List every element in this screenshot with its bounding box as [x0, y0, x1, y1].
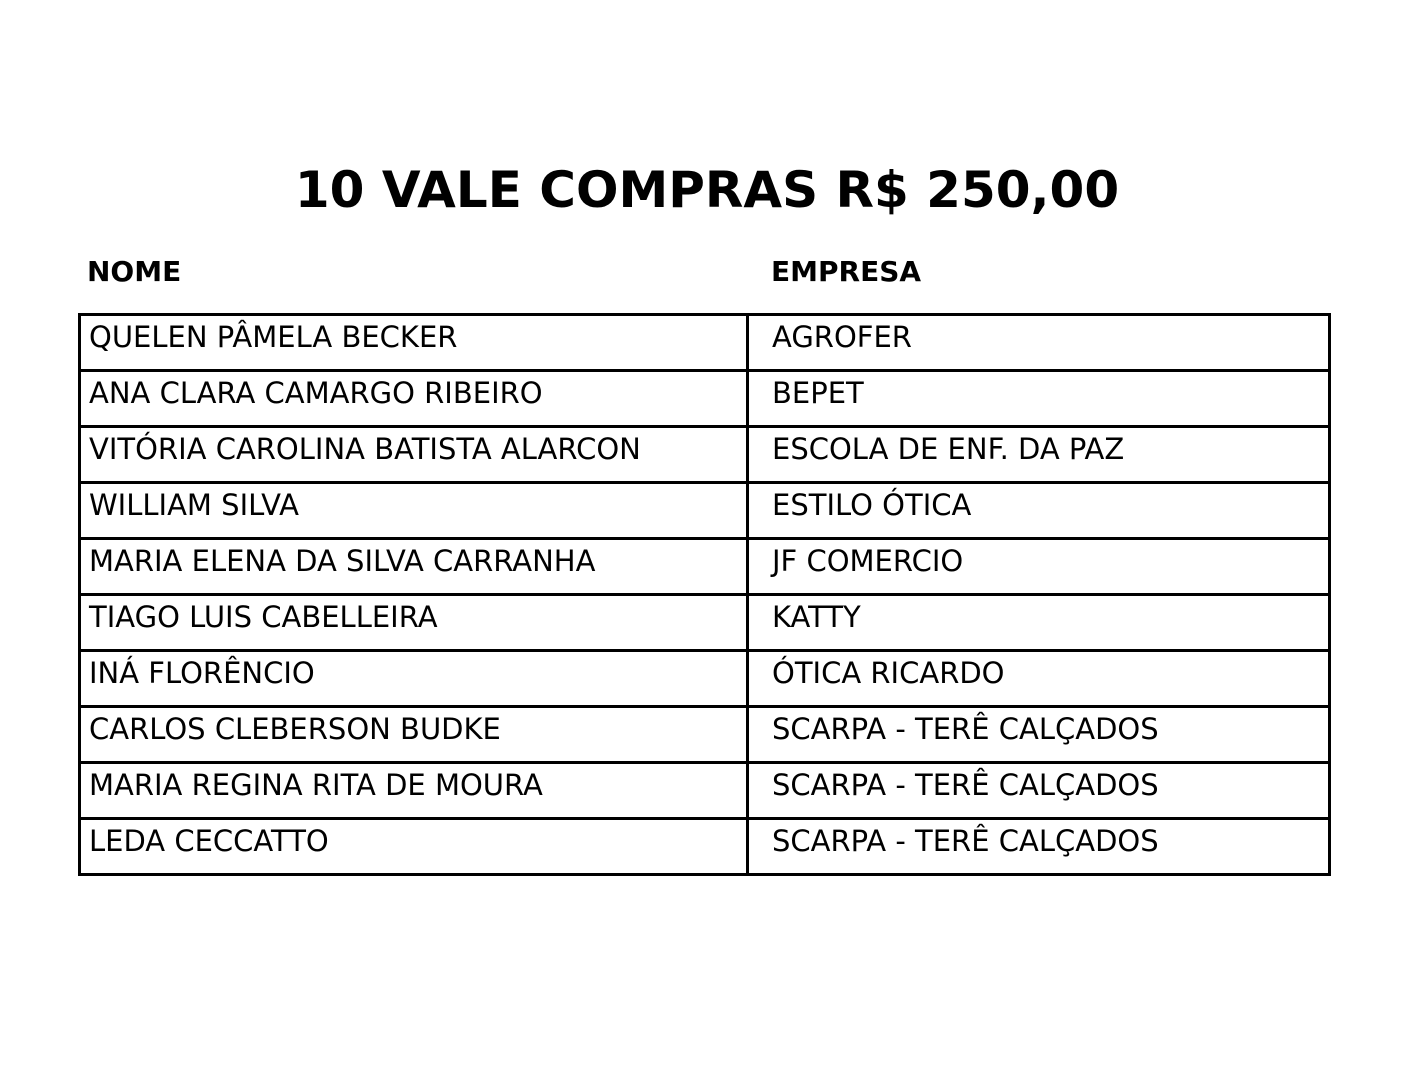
winners-table	[78, 313, 1331, 876]
cell-nome: ANA CLARA CAMARGO RIBEIRO	[80, 371, 748, 427]
table-row	[80, 315, 1330, 371]
table-row	[80, 539, 1330, 595]
table-row	[80, 483, 1330, 539]
cell-empresa: ESTILO ÓTICA	[748, 483, 1330, 539]
cell-nome: INÁ FLORÊNCIO	[80, 651, 748, 707]
table-row	[80, 371, 1330, 427]
cell-empresa: ESCOLA DE ENF. DA PAZ	[748, 427, 1330, 483]
cell-nome: LEDA CECCATTO	[80, 819, 748, 875]
table-row	[80, 427, 1330, 483]
cell-nome: QUELEN PÂMELA BECKER	[80, 315, 748, 371]
cell-nome: MARIA REGINA RITA DE MOURA	[80, 763, 748, 819]
cell-nome: MARIA ELENA DA SILVA CARRANHA	[80, 539, 748, 595]
cell-empresa: BEPET	[748, 371, 1330, 427]
cell-nome: WILLIAM SILVA	[80, 483, 748, 539]
cell-empresa: SCARPA - TERÊ CALÇADOS	[748, 707, 1330, 763]
cell-empresa: ÓTICA RICARDO	[748, 651, 1330, 707]
page-title: 10 VALE COMPRAS R$ 250,00	[294, 161, 1120, 219]
cell-empresa: JF COMERCIO	[748, 539, 1330, 595]
cell-nome: VITÓRIA CAROLINA BATISTA ALARCON	[80, 427, 748, 483]
cell-empresa: SCARPA - TERÊ CALÇADOS	[748, 819, 1330, 875]
cell-empresa: KATTY	[748, 595, 1330, 651]
cell-empresa: AGROFER	[748, 315, 1330, 371]
column-header-empresa: EMPRESA	[771, 255, 922, 288]
table-row	[80, 651, 1330, 707]
table-row	[80, 595, 1330, 651]
table-row	[80, 763, 1330, 819]
table-row	[80, 707, 1330, 763]
column-header-nome: NOME	[87, 255, 182, 288]
table-row	[80, 819, 1330, 875]
cell-nome: TIAGO LUIS CABELLEIRA	[80, 595, 748, 651]
cell-empresa: SCARPA - TERÊ CALÇADOS	[748, 763, 1330, 819]
cell-nome: CARLOS CLEBERSON BUDKE	[80, 707, 748, 763]
